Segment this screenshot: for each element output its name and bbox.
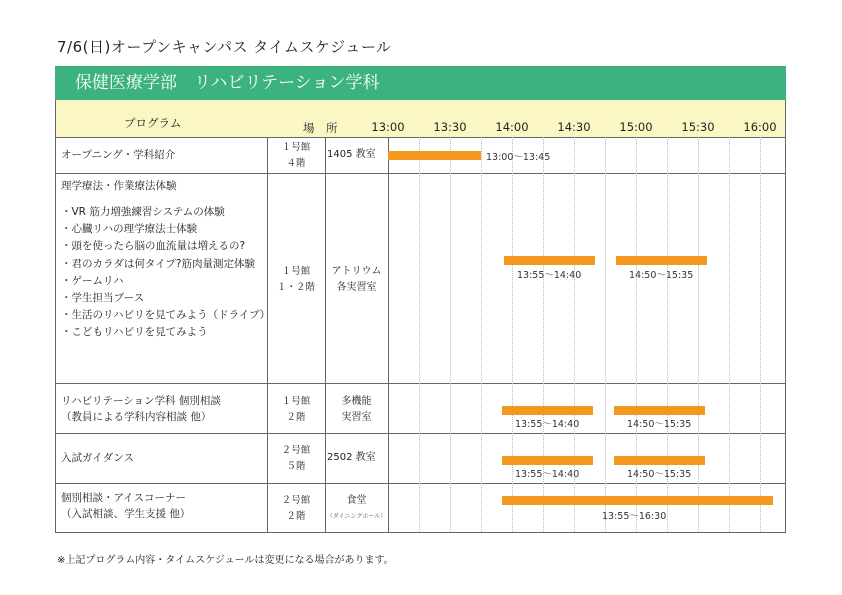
- building: １号館 ４階: [281, 142, 311, 169]
- gridline: [605, 137, 606, 532]
- list-item: ・VR 筋力増強練習システムの体験: [61, 206, 225, 218]
- time-range-label: 14:50～15:35: [627, 419, 692, 430]
- schedule-bar: [502, 456, 593, 465]
- disclaimer-note: ※上記プログラム内容・タイムスケジュールは変更になる場合があります。: [57, 555, 394, 566]
- room: 1405 教室: [327, 149, 376, 160]
- room-subtitle: （ダイニングホール）: [326, 513, 387, 520]
- schedule-bar: [502, 406, 593, 415]
- column-divider: [388, 137, 389, 532]
- department-banner: 保健医療学部 リハビリテーション学科: [55, 66, 786, 100]
- row-divider: [56, 383, 785, 384]
- gridline: [481, 137, 482, 532]
- time-range-label: 13:55～14:40: [515, 469, 580, 480]
- schedule-table: [55, 100, 786, 533]
- list-item: ・学生担当ブース: [61, 292, 145, 305]
- time-label: 15:30: [681, 120, 715, 134]
- time-label: 16:00: [743, 120, 777, 134]
- place-header: 場 所: [303, 121, 338, 135]
- schedule-bar: [502, 496, 773, 505]
- row-divider: [56, 483, 785, 484]
- program-name: リハビリテーション学科 個別相談 （教員による学科内容相談 他）: [61, 395, 221, 423]
- gridline: [512, 137, 513, 532]
- time-label: 14:30: [557, 120, 591, 134]
- program-name: 理学療法・作業療法体験: [61, 180, 177, 192]
- program-name: 入試ガイダンス: [61, 452, 134, 464]
- row-divider: [56, 137, 785, 138]
- time-range-label: 14:50～15:35: [629, 270, 694, 281]
- gridline: [729, 137, 730, 532]
- list-item: ・こどもリハビリを見てみよう: [61, 326, 208, 339]
- room: 食堂 （ダイニングホール）: [325, 493, 388, 525]
- gridline: [450, 137, 451, 532]
- building: ２号館 ２階: [281, 495, 311, 522]
- time-range-label: 14:50～15:35: [627, 469, 692, 480]
- time-label: 13:00: [371, 120, 405, 134]
- time-range-label: 13:00～13:45: [486, 152, 551, 163]
- building: １号館 ２階: [281, 396, 311, 423]
- program-name: 個別相談・アイスコーナー （入試相談、学生支援 他）: [61, 492, 191, 520]
- row-divider: [56, 433, 785, 434]
- list-item: ・君のカラダは何タイプ?筋肉量測定体験: [61, 257, 255, 270]
- activity-list: [61, 204, 270, 342]
- schedule-bar: [504, 256, 595, 265]
- room: アトリウム 各実習室: [331, 266, 382, 293]
- building: １号館 １・２階: [276, 266, 315, 293]
- gridline: [698, 137, 699, 532]
- schedule-bar: [388, 151, 481, 160]
- list-item: ・ゲームリハ: [61, 274, 124, 287]
- list-item: ・頭を使ったら脳の血流量は増えるの?: [61, 240, 246, 253]
- schedule-bar: [616, 256, 707, 265]
- time-label: 15:00: [619, 120, 653, 134]
- building: ２号館 ５階: [281, 445, 311, 472]
- column-divider: [325, 137, 326, 532]
- schedule-bar: [614, 456, 705, 465]
- gridline: [760, 137, 761, 532]
- program-header: プログラム: [124, 116, 182, 130]
- gridline: [419, 137, 420, 532]
- time-range-label: 13:55～16:30: [602, 511, 667, 522]
- time-label: 14:00: [495, 120, 529, 134]
- list-item: ・生活のリハビリを見てみよう（ドライブ）: [61, 309, 271, 322]
- list-item: ・心臓リハの理学療法士体験: [61, 223, 198, 236]
- room: 多機能 実習室: [341, 396, 372, 423]
- page-title: 7/6(日)オープンキャンパス タイムスケジュール: [57, 38, 392, 56]
- time-range-label: 13:55～14:40: [517, 270, 582, 281]
- row-divider: [56, 173, 785, 174]
- schedule-bar: [614, 406, 705, 415]
- room: 2502 教室: [327, 452, 376, 463]
- time-label: 13:30: [433, 120, 467, 134]
- time-range-label: 13:55～14:40: [515, 419, 580, 430]
- program-name: オープニング・学科紹介: [61, 149, 176, 161]
